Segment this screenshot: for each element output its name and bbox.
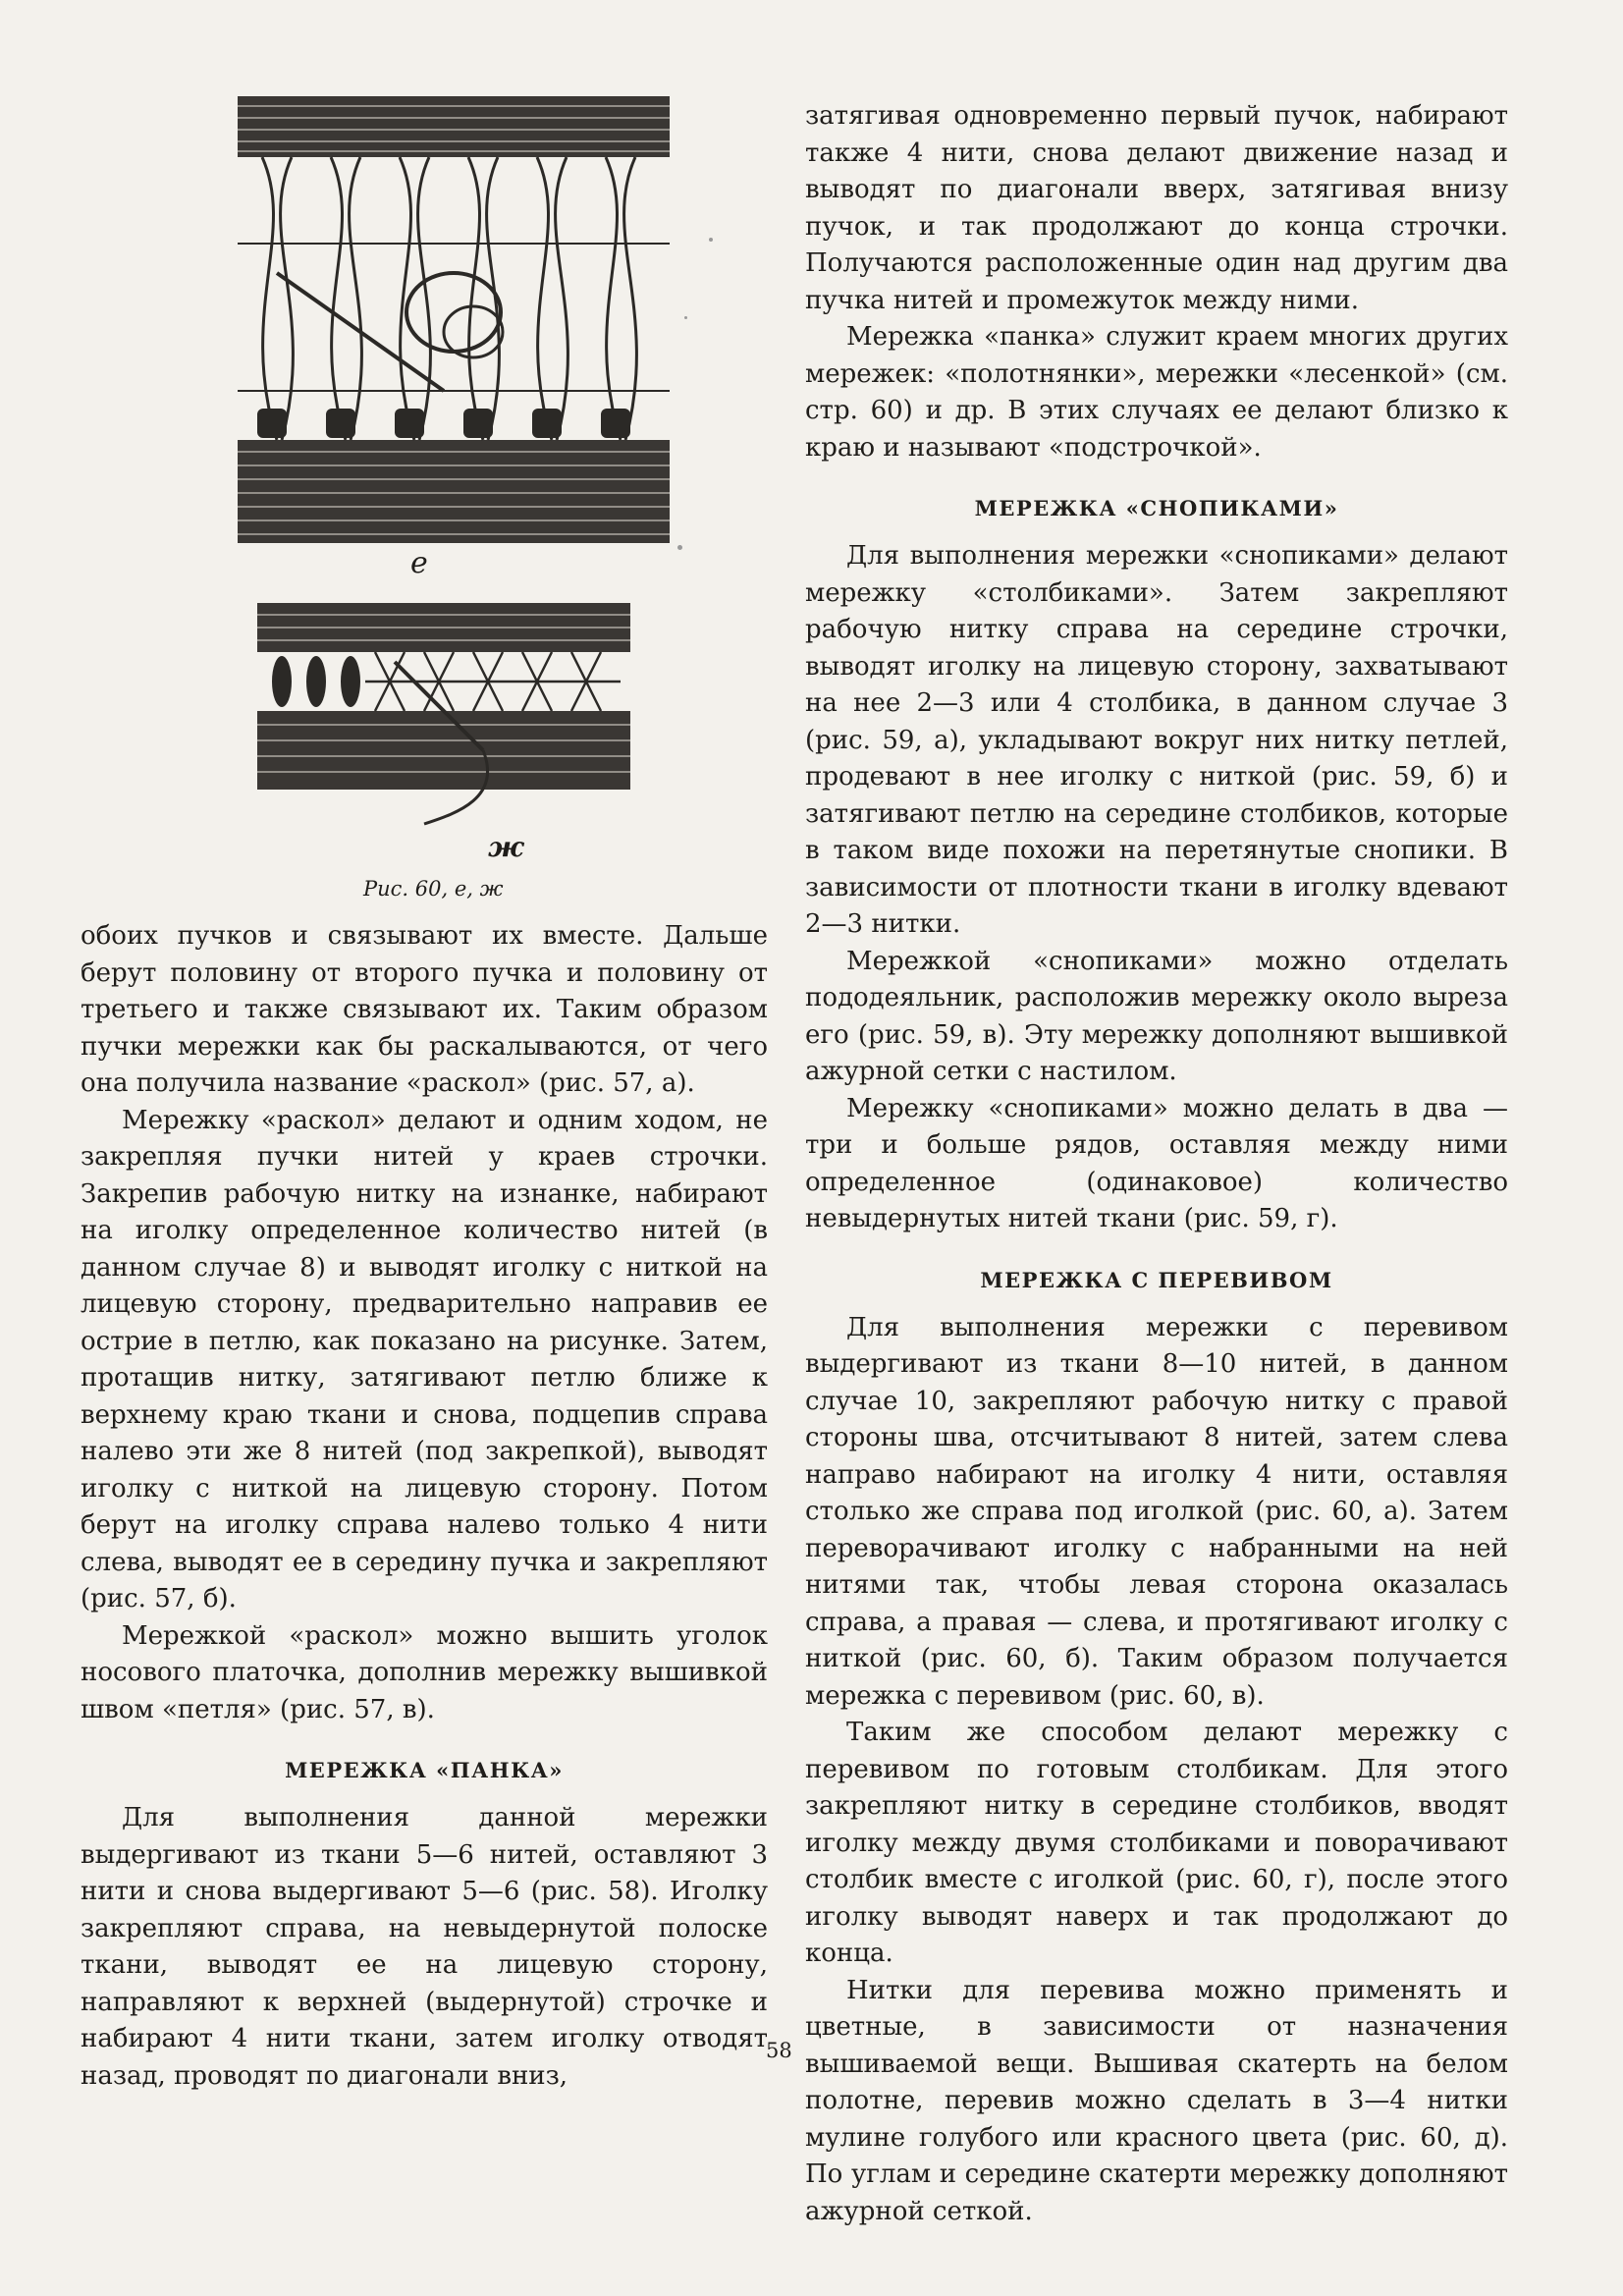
section-heading: МЕРЕЖКА «СНОПИКАМИ» (974, 496, 1339, 520)
figure-caption: Рис. 60, е, ж (363, 877, 504, 901)
scan-speck (684, 316, 687, 319)
paragraph: Мережкой «снопиками» можно отделать пододеяльник, расположив мережку около выреза его (рис. 59, в). Эту мережку дополняют вышивкой ажурной сетки с настилом. (805, 946, 1508, 1086)
scan-speck (677, 545, 682, 550)
scan-speck (709, 238, 713, 242)
paragraph: Для выполнения данной мережки выдергивают из ткани 5—6 нитей, оставляют 3 нити и снова выдергивают 5—6 (рис. 58). Иголку закрепляют справа, на невыдернутой полоске ткани, выводят ее на лицевую сторону, направляют к верхней (выдернутой) строчке и набирают 4 нити ткани, затем иголку отводят назад, проводят по диагонали вниз, (81, 1803, 768, 2091)
figure-label-zh: ж (488, 831, 524, 863)
left-column (81, 918, 768, 2095)
paragraph: обоих пучков и связывают их вместе. Дальше берут половину от второго пучка и половину от третьего и также связывают их. Таким образом пучки мережки как бы раскалываются, от чего она получила название «раскол» (рис. 57, а). (81, 921, 768, 1098)
paragraph: Нитки для перевива можно применять и цветные, в зависимости от назначения вышиваемой вещи. Вышивая скатерть на белом полотне, перевив можно сделать в 3—4 нитки мулине голубого или красного цвета (рис. 60, д). По углам и середине скатерти мережку дополняют ажурной сеткой. (805, 1975, 1508, 2226)
section-heading: МЕРЕЖКА «ПАНКА» (285, 1758, 564, 1782)
paragraph: затягивая одновременно первый пучок, набирают также 4 нити, снова делают движение назад и выводят по диагонали вверх, затягивая внизу пучок, и так продолжают до конца строчки. Получаются расположенные один над другим два пучка нитей и промежуток между ними. (805, 101, 1508, 315)
embroidery-illustration-zh (257, 603, 630, 829)
paragraph: Для выполнения мережки «снопиками» делают мережку «столбиками». Затем закрепляют рабочую нитку справа на середине строчки, выводят иголку на лицевую сторону, захватывают на нее 2—3 или 4 столбика, в данном случае 3 (рис. 59, а), укладывают вокруг них нитку петлей, продевают в нее иголку с ниткой (рис. 59, б) и затягивают петлю на середине столбиков, которые в таком виде похожи на перетянутые снопики. В зависимости от плотности ткани в иголку вдевают 2—3 нитки. (805, 541, 1508, 939)
paragraph: Мережка «панка» служит краем многих других мережек: «полотнянки», мережки «лесенкой» (см. стр. 60) и др. В этих случаях ее делают близко к краю и называют «подстрочкой». (805, 322, 1508, 463)
paragraph: Таким же способом делают мережку с перевивом по готовым столбикам. Для этого закрепляют нитку в середине столбиков, вводят иголку между двумя столбиками и поворачивают столбик вместе с иголкой (рис. 60, г), после этого иголку выводят наверх и так продолжают до конца. (805, 1718, 1508, 1968)
page-number: 58 (766, 2039, 792, 2062)
paragraph: Для выполнения мережки с перевивом выдергивают из ткани 8—10 нитей, в данном случае 10, закрепляют рабочую нитку с правой стороны шва, отсчитывают 8 нитей, затем слева направо набирают на иголку 4 нити, оставляя столько же справа под иголкой (рис. 60, а). Затем переворачивают иголку с набранными на ней нитями так, чтобы левая сторона оказалась справа, а правая — слева, и протягивают иголку с ниткой (рис. 60, б). Таким образом получается мережка с перевивом (рис. 60, в). (805, 1312, 1508, 1711)
paragraph: Мережку «снопиками» можно делать в два — три и больше рядов, оставляя между ними определенное (одинаковое) количество невыдернутых нитей ткани (рис. 59, г). (805, 1093, 1508, 1233)
right-column (805, 98, 1508, 2230)
paragraph: Мережкой «раскол» можно вышить уголок носового платочка, дополнив мережку вышивкой швом «петля» (рис. 57, в). (81, 1620, 768, 1724)
embroidery-illustration-e (238, 96, 670, 543)
section-heading: МЕРЕЖКА С ПЕРЕВИВОМ (980, 1267, 1333, 1292)
paragraph: Мережку «раскол» делают и одним ходом, не закрепляя пучки нитей у краев строчки. Закрепив рабочую нитку на изнанке, набирают на иголку определенное количество нитей (в данном случае 8) и выводят иголку с ниткой на лицевую сторону, предварительно направив ее острие в петлю, как показано на рисунке. Затем, протащив нитку, затягивают петлю ближе к верхнему краю ткани и снова, подцепив справа налево эти же 8 нитей (под закрепкой), выводят иголку с ниткой на лицевую сторону. Потом берут на иголку справа налево только 4 нити слева, выводят ее в середину пучка и закрепляют (рис. 57, б). (81, 1105, 768, 1613)
figure-label-e: е (410, 546, 428, 580)
